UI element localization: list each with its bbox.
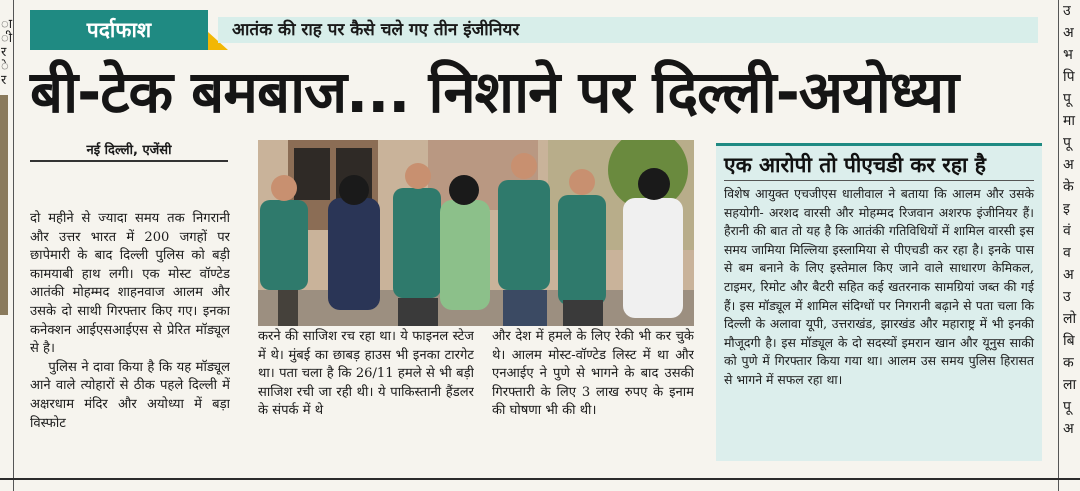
kicker-row	[30, 10, 1042, 50]
sidebar-title: एक आरोपी तो पीएचडी कर रहा है	[724, 150, 1034, 181]
left-neighbor-fragment: र	[1, 73, 7, 88]
right-neighbor-fragment: क	[1063, 355, 1074, 371]
right-neighbor-fragment: भ	[1063, 47, 1073, 63]
left-neighbor-fragment: े	[1, 59, 9, 74]
right-neighbor-fragment: वं	[1063, 223, 1071, 239]
article-paragraph-2: पुलिस ने दावा किया है कि यह मॉड्यूल आने वाले त्योहारों से ठीक पहले दिल्ली में अक्षरधाम मंदिर और अयोध्या में बड़ा विस्फोट	[30, 359, 230, 431]
right-neighbor-fragment: पू	[1063, 91, 1071, 107]
right-neighbor-fragment: इ	[1063, 201, 1070, 217]
right-neighbor-fragment: के	[1063, 179, 1074, 195]
sidebar-body: विशेष आयुक्त एचजीएस धालीवाल ने बताया कि आलम और उसके सहयोगी- अरशद वारसी और मोहम्मद रिजवान अशरफ इंजीनियर हैं। हैरानी की बात तो यह है कि आतंकी गतिविधियों में शामिल वारसी इस समय जामिया मिल्लिया इस्लामिया से पीएचडी कर रहा है। इनके पास से बम बनाने के लिए इस्तेमाल किए जाने वाले साधारण केमिकल, टाइमर, रिमोट और बैटरी सहित कई खतरनाक सामग्रियां जब्त की गई हैं। इस मॉड्यूल में शामिल संदिग्धों पर निगरानी बढ़ाने से पता चला कि दिल्ली के अलावा यूपी, उत्तराखंड, झारखंड और महाराष्ट्र में भी इनकी मौजूदगी है। इस मॉड्यूल के दो सदस्यों इमरान खान और यूनुस साकी को पुणे में गिरफ्तार किया गया था। आलम उस समय पुलिस हिरासत से भागने में सफल रहा था।	[724, 186, 1034, 387]
right-neighbor-fragment: अ	[1063, 421, 1074, 437]
right-neighbor-fragment: मा	[1063, 113, 1075, 129]
left-neighbor-text	[1, 18, 13, 88]
right-neighbor-fragment: पू	[1063, 135, 1071, 151]
right-neighbor-fragment: अ	[1063, 157, 1074, 173]
right-neighbor-fragment: पि	[1063, 69, 1075, 85]
left-neighbor-fragment: र	[1, 45, 7, 60]
article-column-2: करने की साजिश रच रहा था। ये फाइनल स्टेज में थे। मुंबई का छाबड़ हाउस भी इनका टारगेट था। पता चला है कि 26/11 हमले से भी बड़ी साजिश रची जा रही थी। ये पाकिस्तानी हैंडलर के संपर्क में थे	[258, 329, 474, 419]
right-neighbor-fragment: पू	[1063, 399, 1071, 415]
kicker-badge: पर्दाफाश	[30, 10, 208, 50]
left-neighbor-photo-strip	[0, 95, 8, 315]
kicker-subhead: आतंक की राह पर कैसे चले गए तीन इंजीनियर	[218, 17, 1038, 43]
left-neighbor-fragment: ी	[1, 31, 13, 46]
left-neighbor-column	[0, 0, 14, 491]
right-neighbor-fragment: उ	[1063, 289, 1071, 305]
right-neighbor-fragment: बि	[1063, 333, 1075, 349]
left-neighbor-fragment: ा	[1, 18, 13, 32]
article-column-1	[30, 210, 230, 460]
article-paragraph-1: दो महीने से ज्यादा समय तक निगरानी और उत्तर भारत में 200 जगहों पर छापेमारी के बाद दिल्ली पुलिस को बड़ी कामयाबी हाथ लगी। एक मोस्ट वॉण्टेड आतंकी मोहम्मद शाहनवाज आलम और उसके दो साथी गिरफ्तार किए गए। इनका कनेक्शन आईएसआईएस से प्रेरित मॉड्यूल से है।	[30, 211, 230, 357]
right-neighbor-fragment: अ	[1063, 267, 1074, 283]
right-neighbor-column	[1058, 0, 1080, 491]
right-neighbor-fragment: व	[1063, 245, 1071, 261]
right-neighbor-fragment: लो	[1063, 311, 1077, 327]
news-photo	[258, 140, 694, 326]
dateline: नई दिल्ली, एजेंसी	[30, 140, 228, 162]
right-neighbor-fragment: ला	[1063, 377, 1077, 393]
sidebar-box	[716, 143, 1042, 461]
right-neighbor-fragment: उ	[1063, 3, 1071, 19]
right-neighbor-fragment: अ	[1063, 25, 1074, 41]
headline: बी-टेक बमबाज... निशाने पर दिल्ली-अयोध्या	[30, 58, 959, 126]
article-column-3: और देश में हमले के लिए रेकी भी कर चुके थे। आलम मोस्ट-वॉण्टेड लिस्ट में था और एनआईए ने पुणे से भागने के बाद उसकी गिरफ्तारी के लिए 3 लाख रुपए के इनाम की घोषणा भी की थी।	[492, 329, 694, 419]
news-photo-illustration	[258, 140, 694, 326]
bottom-rule	[0, 478, 1080, 480]
